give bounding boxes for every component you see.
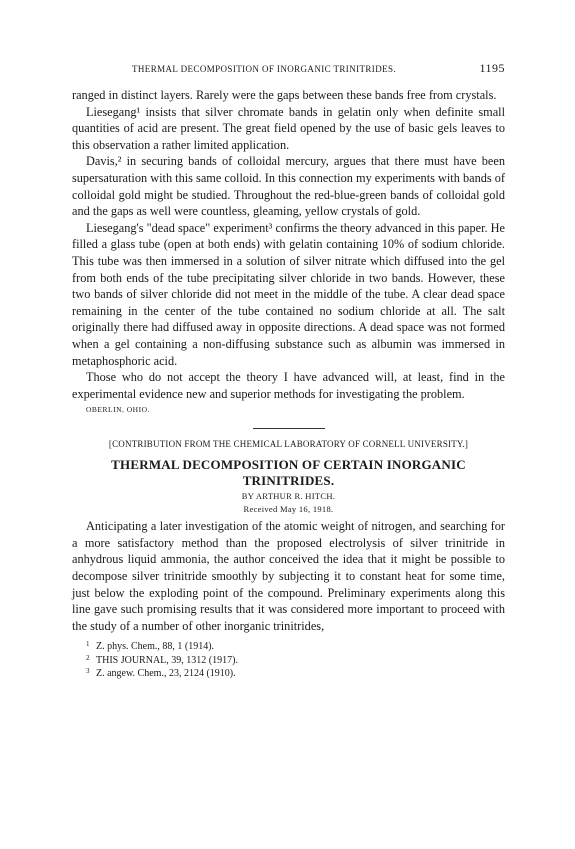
article-title: THERMAL DECOMPOSITION OF CERTAIN INORGANIC TRINITRIDES. <box>111 457 466 488</box>
page-number: 1195 <box>479 61 505 75</box>
running-head <box>72 60 505 78</box>
contribution-note: [CONTRIBUTION FROM THE CHEMICAL LABORATORY OF CORNELL UNIVERSITY.] <box>108 439 469 450</box>
footnote <box>86 640 505 653</box>
running-title: THERMAL DECOMPOSITION OF INORGANIC TRINITRIDES. <box>132 64 397 74</box>
paragraph: ranged in distinct layers. Rarely were the gaps between these bands free from crystals. <box>72 88 497 102</box>
footnotes <box>86 640 505 680</box>
paragraph: Liesegang¹ insists that silver chromate bands in gelatin only when definite small quantities of acid are present. The great field opened by the use of basic gels leaves to this observation a rather limited application. <box>72 104 505 152</box>
received-date: Received May 16, 1918. <box>243 504 334 515</box>
previous-article-body <box>72 87 505 402</box>
article-paragraph: Anticipating a later investigation of the atomic weight of nitrogen, and searching for a more satisfactory method than the proposed electrolysis of silver trinitride in anhydrous liquid ammonia, the author conceived the idea that it might be possible to decompose silver trinitride smoothly by subjecting it to constant heat for some time, just below the exploding point of the compound. Preliminary experiments along this line gave such promising results that it was considered more important to proceed with the study of a number of other inorganic trinitrides, <box>72 519 505 633</box>
footnote-mark: 3 <box>86 666 90 675</box>
section-divider <box>253 428 325 429</box>
journal-page <box>72 60 505 680</box>
paragraph: Davis,² in securing bands of colloidal mercury, argues that there must have been supersaturation with this same colloid. In this connection my experiments with bands of colloidal gold might be studied. Throughout the red-blue-green bands of colloidal gold and the gaps as well were countless, gleaming, yellow crystals of gold. <box>72 154 505 219</box>
footnote <box>86 667 505 680</box>
paragraph: Those who do not accept the theory I have advanced will, at least, find in the experimental evidence new and superior methods for investigating the problem. <box>72 370 505 401</box>
footnote-mark: 2 <box>86 653 90 662</box>
footnote <box>86 654 505 667</box>
footnote-text: Z. phys. Chem., 88, 1 (1914). <box>96 641 215 653</box>
footnote-text: Z. angew. Chem., 23, 2124 (1910). <box>96 667 236 679</box>
footnote-text: THIS JOURNAL, 39, 1312 (1917). <box>96 654 238 666</box>
signoff-location: OBERLIN, OHIO. <box>86 405 150 415</box>
byline: BY ARTHUR R. HITCH. <box>241 491 336 502</box>
footnote-mark: 1 <box>86 640 90 649</box>
paragraph: Liesegang's "dead space" experiment³ confirms the theory advanced in this paper. He filled a glass tube (open at both ends) with gelatin containing 10% of sodium chloride. This tube was then immersed in a solution of silver nitrate which diffused into the gel from both ends of the tube precipitating silver chloride in two bands. However, these two bands of silver chloride did not meet in the middle of the tube. A clear dead space remaining in the center of the tube contained no sodium chloride at all. The salt originally there had diffused away in opposite directions. A dead space was not formed when a gel containing a non-diffusing substance such as albumin was immersed in metaphosphoric acid. <box>72 220 505 368</box>
